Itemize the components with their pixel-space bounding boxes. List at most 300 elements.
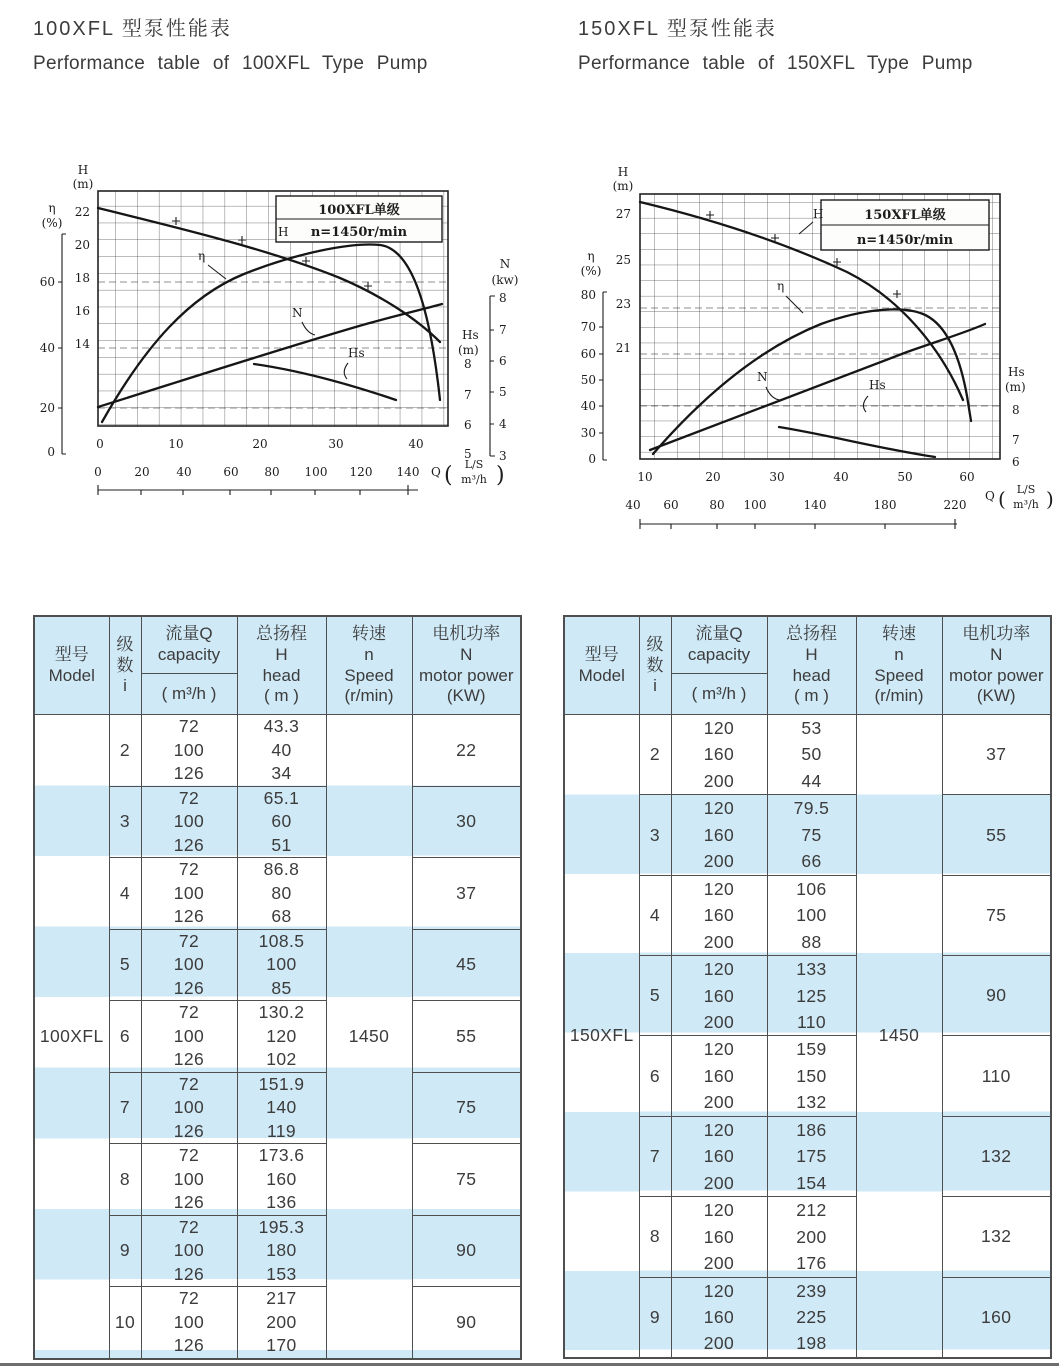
- capacity-value: 126: [173, 1192, 205, 1212]
- head-value: 173.6: [258, 1145, 305, 1165]
- header-head: [767, 616, 856, 715]
- speed-value: 1450: [348, 1025, 390, 1046]
- capacity-value: 100: [173, 1168, 205, 1189]
- x-ls-tick: 0: [96, 437, 104, 451]
- capacity-value: 126: [173, 906, 205, 926]
- power-value: 132: [981, 1145, 1012, 1166]
- power-value: 75: [986, 904, 1007, 925]
- capacity-value: 126: [173, 1049, 205, 1069]
- hs-axis-tick: 7: [1012, 433, 1020, 447]
- head-cell: [237, 1072, 326, 1144]
- header-capacity-unit: ( m³/h ): [672, 673, 767, 714]
- header-capacity: [141, 616, 237, 715]
- header-model: [564, 616, 639, 715]
- q-paren-close: ): [1046, 487, 1054, 511]
- hs-axis-tick: 6: [464, 418, 472, 432]
- x-m3h-tick: 60: [223, 465, 239, 479]
- head-value: 106: [796, 878, 827, 899]
- capacity-value: 160: [703, 744, 735, 765]
- power-value: 90: [456, 1311, 477, 1332]
- header-stage-zh: 级数: [116, 634, 134, 676]
- header-speed-en: Speed: [344, 665, 394, 685]
- head-cell: [237, 858, 326, 930]
- q-axis-label: Q: [985, 489, 995, 503]
- power-cell: [412, 858, 521, 930]
- header-head-sym: H: [275, 644, 288, 664]
- header-speed-unit: (r/min): [874, 686, 924, 706]
- n-axis-label: N: [499, 257, 511, 271]
- capacity-value: 72: [178, 930, 200, 951]
- head-value: 217: [266, 1288, 297, 1308]
- x-m3h-tick: 60: [663, 498, 679, 512]
- head-cell: [237, 1215, 326, 1287]
- head-value: 68: [271, 906, 292, 926]
- power-value: 110: [981, 1065, 1011, 1086]
- header-capacity-zh: 流量Q: [695, 624, 743, 644]
- stage-value: 9: [649, 1306, 661, 1327]
- x-m3h-tick: 180: [873, 498, 897, 512]
- stage-value: 9: [119, 1240, 131, 1261]
- capacity-cell: [671, 1116, 767, 1196]
- eta-axis-tick: 0: [588, 452, 596, 466]
- x-m3h-tick: 0: [94, 465, 102, 479]
- capacity-value: 126: [173, 1120, 205, 1141]
- power-cell: [412, 1215, 521, 1287]
- head-cell: [237, 715, 326, 787]
- power-cell: [942, 1197, 1051, 1277]
- x-m3h-tick: 120: [349, 465, 373, 479]
- capacity-value: 72: [178, 716, 200, 736]
- head-value: 175: [796, 1146, 827, 1167]
- header-speed-sym: n: [364, 644, 374, 664]
- stage-value: 8: [649, 1226, 661, 1247]
- header-model-en: Model: [48, 665, 95, 685]
- stage-cell: [639, 1197, 671, 1277]
- header-power-unit: (KW): [976, 686, 1016, 706]
- x-ls-tick: 40: [833, 470, 849, 484]
- n-axis-tick: 4: [499, 417, 507, 431]
- capacity-value: 100: [173, 954, 205, 974]
- hs-axis-label: Hs: [462, 328, 479, 342]
- capacity-cell: [141, 858, 237, 930]
- head-value: 225: [796, 1306, 827, 1327]
- eta-axis-line: [599, 292, 607, 460]
- power-cell: [412, 1287, 521, 1359]
- h-axis-label: H: [77, 163, 89, 177]
- chart-model-label: 100XFL单级: [318, 203, 400, 218]
- header-model: [34, 616, 109, 715]
- h-axis-label: H: [617, 165, 629, 179]
- head-value: 180: [266, 1240, 297, 1260]
- stage-value: 8: [119, 1168, 131, 1189]
- header-head-unit: ( m ): [794, 686, 829, 706]
- h-axis-tick: 23: [615, 297, 631, 311]
- x-m3h-tick: 140: [803, 498, 827, 512]
- right-title-block: [578, 12, 973, 75]
- head-value: 195.3: [258, 1216, 305, 1237]
- head-value: 85: [271, 977, 292, 998]
- power-cell: [942, 1116, 1051, 1196]
- capacity-value: 120: [703, 959, 735, 980]
- capacity-value: 100: [173, 1240, 205, 1260]
- x-ls-tick: 10: [168, 437, 184, 451]
- power-cell: [412, 1144, 521, 1216]
- head-value: 151.9: [258, 1073, 305, 1094]
- pump-table-100xfl: [33, 615, 522, 1360]
- power-cell: [412, 1001, 521, 1073]
- capacity-cell: [141, 1072, 237, 1144]
- header-stage: [109, 616, 141, 715]
- eta-axis-label: η: [587, 249, 595, 263]
- header-speed-en: Speed: [874, 665, 924, 685]
- head-value: 79.5: [793, 798, 830, 819]
- header-capacity-en: capacity: [157, 645, 221, 664]
- power-cell: [412, 786, 521, 858]
- capacity-value: 200: [703, 770, 735, 791]
- x-m3h-tick: 40: [176, 465, 192, 479]
- header-head-sym: H: [805, 644, 818, 664]
- head-value: 43.3: [263, 716, 300, 736]
- power-cell: [412, 929, 521, 1001]
- chart-svg-100xfl: [28, 156, 533, 541]
- capacity-value: 200: [703, 1253, 735, 1274]
- power-cell: [942, 795, 1051, 875]
- capacity-value: 100: [173, 1025, 205, 1046]
- chart-svg-150xfl: [565, 156, 1059, 541]
- stage-value: 3: [649, 824, 661, 845]
- head-cell: [767, 1116, 856, 1196]
- right-title-zh: 150XFL 型泵性能表: [578, 18, 777, 40]
- q-unit-m3h: m³/h: [461, 473, 487, 486]
- power-value: 55: [456, 1025, 477, 1046]
- q-paren-close: ): [496, 463, 505, 488]
- eta-axis-unit: (%): [41, 216, 63, 230]
- header-power-sym: N: [460, 644, 473, 664]
- capacity-cell: [671, 715, 767, 795]
- hs-axis-tick: 8: [464, 357, 472, 371]
- power-cell: [942, 875, 1051, 955]
- header-speed-zh: 转速: [352, 624, 386, 644]
- stage-value: 2: [649, 744, 661, 765]
- capacity-value: 160: [703, 1226, 735, 1247]
- header-model-zh: 型号: [584, 644, 619, 664]
- n-axis-tick: 6: [499, 354, 507, 368]
- q-paren-open: (: [444, 463, 453, 488]
- power-value: 75: [456, 1097, 477, 1118]
- header-power-en: motor power: [419, 665, 514, 685]
- power-cell: [942, 1036, 1051, 1116]
- n-axis-tick: 7: [499, 323, 507, 337]
- hs-axis-tick: 8: [1012, 403, 1020, 417]
- capacity-cell: [141, 786, 237, 858]
- stage-cell: [109, 1287, 141, 1359]
- head-value: 186: [796, 1119, 827, 1140]
- q-axis-label: Q: [431, 465, 441, 479]
- stage-cell: [639, 1036, 671, 1116]
- capacity-value: 120: [703, 798, 735, 819]
- head-value: 75: [801, 824, 822, 845]
- speed-cell: [326, 715, 412, 1359]
- hs-axis-tick: 5: [464, 447, 472, 461]
- header-row: [564, 616, 1051, 715]
- power-value: 160: [981, 1306, 1012, 1327]
- header-speed-sym: n: [894, 644, 904, 664]
- x-m3h-tick: 40: [625, 498, 641, 512]
- header-head-unit: ( m ): [264, 686, 299, 706]
- head-cell: [237, 786, 326, 858]
- table-row: [34, 715, 521, 787]
- eta-axis-line: [58, 234, 66, 454]
- stage-value: 7: [119, 1097, 131, 1118]
- capacity-value: 160: [703, 1306, 735, 1327]
- stage-value: 3: [119, 811, 131, 832]
- h-curve-label: H: [813, 207, 824, 221]
- head-cell: [237, 1001, 326, 1073]
- x-m3h-tick: 20: [134, 465, 150, 479]
- model-name-cell: [564, 715, 639, 1358]
- capacity-value: 160: [703, 1065, 735, 1086]
- head-value: 120: [266, 1025, 297, 1046]
- stage-cell: [639, 1277, 671, 1358]
- head-value: 80: [271, 882, 292, 903]
- capacity-value: 72: [178, 1216, 200, 1237]
- power-cell: [942, 1277, 1051, 1358]
- head-value: 132: [796, 1092, 827, 1113]
- q-paren-open: (: [998, 487, 1006, 511]
- page-bottom-rule: [0, 1363, 1059, 1366]
- n-curve-label: N: [757, 370, 768, 384]
- stage-value: 5: [649, 985, 661, 1006]
- h-axis-tick: 18: [74, 271, 90, 285]
- capacity-cell: [671, 1197, 767, 1277]
- header-speed-zh: 转速: [882, 624, 916, 644]
- head-value: 44: [801, 770, 822, 791]
- header-stage: [639, 616, 671, 715]
- stage-value: 5: [119, 954, 131, 975]
- capacity-value: 160: [703, 905, 735, 926]
- capacity-cell: [141, 929, 237, 1001]
- head-value: 34: [271, 763, 292, 783]
- stage-cell: [109, 786, 141, 858]
- stage-cell: [109, 715, 141, 787]
- capacity-value: 72: [178, 1145, 200, 1165]
- stage-cell: [639, 795, 671, 875]
- chart-speed-label: n=1450r/min: [856, 233, 954, 248]
- header-capacity-title: [672, 617, 767, 673]
- hs-axis-unit: (m): [458, 343, 479, 357]
- header-row: [34, 616, 521, 715]
- capacity-value: 200: [703, 1092, 735, 1113]
- stage-value: 10: [114, 1311, 136, 1332]
- power-value: 132: [981, 1226, 1012, 1247]
- x-ls-tick: 50: [897, 470, 913, 484]
- capacity-value: 72: [178, 1073, 200, 1094]
- capacity-cell: [141, 715, 237, 787]
- head-value: 108.5: [258, 930, 305, 951]
- head-value: 102: [266, 1049, 297, 1069]
- table-body: [34, 715, 521, 1359]
- header-head: [237, 616, 326, 715]
- head-value: 159: [796, 1039, 827, 1060]
- stage-cell: [109, 929, 141, 1001]
- stage-value: 7: [649, 1145, 661, 1166]
- hs-curve-label: Hs: [348, 346, 365, 360]
- header-capacity: [671, 616, 767, 715]
- header-power-zh: 电机功率: [962, 624, 1031, 644]
- header-head-zh: 总扬程: [786, 624, 837, 644]
- stage-value: 2: [119, 739, 131, 760]
- head-value: 88: [801, 931, 822, 952]
- head-cell: [767, 956, 856, 1036]
- stage-cell: [639, 1116, 671, 1196]
- header-stage-en: i: [653, 676, 657, 696]
- eta-axis-tick: 30: [580, 426, 596, 440]
- q-unit-ls: L/S: [1016, 483, 1036, 496]
- head-cell: [237, 929, 326, 1001]
- capacity-cell: [141, 1144, 237, 1216]
- h-axis-tick: 14: [74, 337, 90, 351]
- x-m3h-tick: 100: [304, 465, 328, 479]
- chart-model-label: 150XFL单级: [864, 208, 946, 223]
- head-value: 153: [266, 1263, 297, 1284]
- header-capacity-title: [142, 617, 237, 673]
- head-value: 60: [271, 811, 292, 831]
- head-cell: [767, 1036, 856, 1116]
- power-cell: [412, 715, 521, 787]
- stage-value: 4: [119, 882, 131, 903]
- eta-axis-tick: 80: [580, 288, 596, 302]
- head-value: 140: [266, 1097, 297, 1117]
- head-value: 119: [266, 1120, 297, 1141]
- model-label: 100XFL: [39, 1025, 104, 1046]
- head-value: 65.1: [263, 787, 300, 808]
- table-body: [564, 715, 1051, 1358]
- model-name-cell: [34, 715, 109, 1359]
- stage-value: 4: [649, 904, 661, 925]
- head-value: 51: [271, 834, 292, 855]
- capacity-value: 126: [173, 763, 205, 783]
- n-axis-unit: (kw): [491, 273, 519, 287]
- header-power-en: motor power: [949, 665, 1044, 685]
- capacity-value: 200: [703, 1172, 735, 1193]
- eta-axis-tick: 40: [39, 341, 55, 355]
- power-value: 37: [986, 744, 1007, 765]
- header-stage-en: i: [123, 676, 127, 696]
- head-value: 176: [796, 1253, 827, 1274]
- capacity-value: 100: [173, 1311, 205, 1332]
- stage-value: 6: [119, 1025, 131, 1046]
- head-cell: [767, 715, 856, 795]
- capacity-value: 72: [178, 787, 200, 808]
- left-title-zh: 100XFL 型泵性能表: [33, 18, 232, 40]
- head-value: 53: [801, 718, 822, 738]
- stage-cell: [109, 1072, 141, 1144]
- head-cell: [767, 1197, 856, 1277]
- capacity-value: 160: [703, 824, 735, 845]
- pump-table-150xfl: [563, 615, 1052, 1359]
- left-title-block: [33, 12, 428, 75]
- capacity-value: 100: [173, 882, 205, 903]
- head-cell: [237, 1287, 326, 1359]
- eta-curve-label: η: [198, 249, 206, 263]
- right-title-en: Performance table of 150XFL Type Pump: [578, 53, 973, 74]
- capacity-cell: [141, 1215, 237, 1287]
- power-cell: [942, 956, 1051, 1036]
- capacity-value: 100: [173, 811, 205, 831]
- x-m3h-tick: 100: [743, 498, 767, 512]
- chart-speed-label: n=1450r/min: [310, 225, 408, 240]
- stage-cell: [639, 956, 671, 1036]
- head-value: 170: [266, 1335, 297, 1355]
- eta-axis-unit: (%): [580, 264, 602, 278]
- capacity-value: 120: [703, 1039, 735, 1060]
- hs-axis-tick: 7: [464, 388, 472, 402]
- header-power-unit: (KW): [446, 686, 486, 706]
- h-axis-tick: 20: [74, 238, 90, 252]
- header-model-en: Model: [578, 665, 625, 685]
- performance-chart-100xfl: [28, 156, 533, 546]
- hs-axis-label: Hs: [1008, 365, 1025, 379]
- header-power: [412, 616, 521, 715]
- capacity-cell: [671, 1036, 767, 1116]
- x-ls-tick: 60: [959, 470, 975, 484]
- header-power: [942, 616, 1051, 715]
- capacity-value: 72: [178, 1288, 200, 1308]
- eta-axis-tick: 0: [47, 445, 55, 459]
- model-label: 150XFL: [569, 1025, 634, 1046]
- eta-axis-tick: 60: [580, 347, 596, 361]
- power-cell: [412, 1072, 521, 1144]
- eta-axis-tick: 60: [39, 275, 55, 289]
- eta-axis-tick: 50: [580, 373, 596, 387]
- head-value: 133: [796, 959, 827, 980]
- eta-axis-tick: 70: [580, 320, 596, 334]
- capacity-value: 120: [703, 1200, 735, 1221]
- header-stage-zh: 级数: [646, 634, 664, 676]
- capacity-value: 120: [703, 1119, 735, 1140]
- capacity-value: 72: [178, 1002, 200, 1022]
- capacity-value: 100: [173, 739, 205, 760]
- stage-cell: [109, 1144, 141, 1216]
- speed-cell: [856, 715, 942, 1358]
- power-value: 45: [456, 954, 477, 975]
- power-value: 37: [456, 882, 477, 903]
- table-row: [564, 715, 1051, 795]
- bottom-ruler: [98, 485, 418, 495]
- header-head-zh: 总扬程: [256, 624, 307, 644]
- h-axis-unit: (m): [72, 177, 94, 191]
- stage-cell: [639, 875, 671, 955]
- h-axis-tick: 16: [74, 304, 90, 318]
- x-m3h-tick: 140: [396, 465, 420, 479]
- eta-axis-tick: 20: [39, 401, 55, 415]
- n-axis-tick: 8: [499, 291, 507, 305]
- head-value: 150: [796, 1065, 827, 1086]
- head-value: 66: [801, 851, 822, 872]
- capacity-value: 72: [178, 859, 200, 879]
- power-value: 75: [456, 1168, 477, 1189]
- x-ls-tick: 20: [705, 470, 721, 484]
- header-capacity-en: capacity: [687, 645, 751, 664]
- h-curve-label: H: [278, 225, 289, 239]
- q-unit-m3h: m³/h: [1013, 498, 1039, 511]
- head-value: 198: [796, 1333, 827, 1354]
- header-capacity-zh: 流量Q: [165, 624, 213, 644]
- x-ls-tick: 10: [637, 470, 653, 484]
- h-axis-tick: 22: [74, 205, 90, 219]
- head-value: 40: [271, 739, 292, 760]
- power-value: 22: [456, 739, 477, 760]
